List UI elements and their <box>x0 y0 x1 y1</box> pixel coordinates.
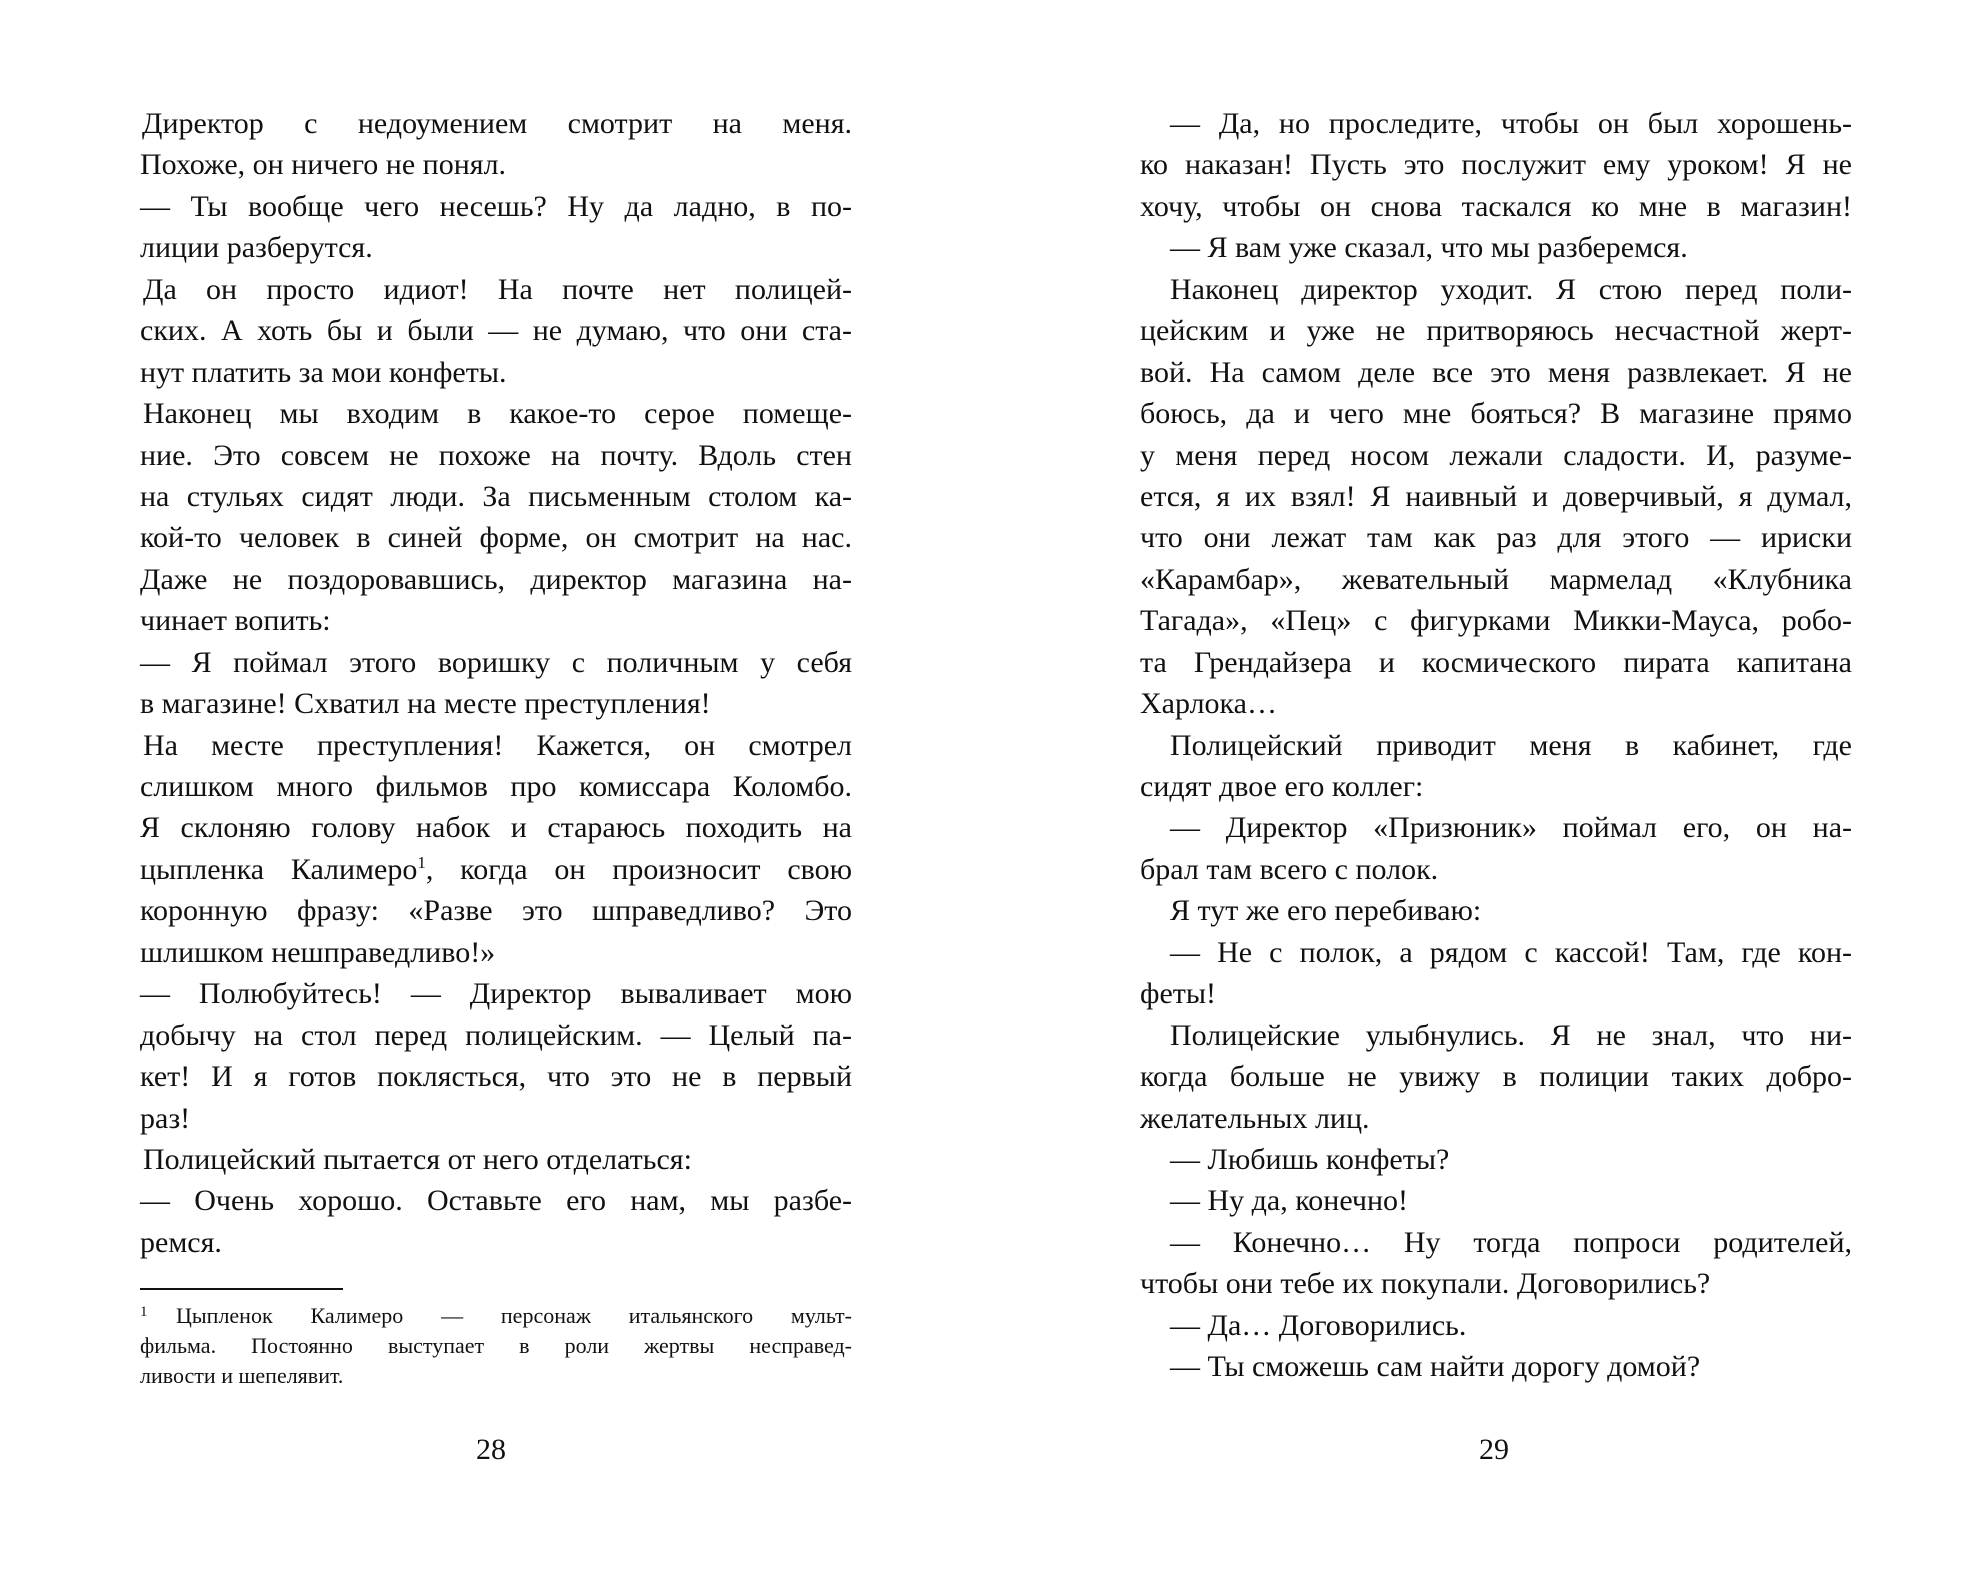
left-page <box>140 103 852 1263</box>
footnote-line: ливости и шепелявит. <box>140 1363 344 1388</box>
text-line: хочу, чтобы он снова таскался ко мне в магазин! <box>1140 189 1852 223</box>
page-number: 28 <box>476 1433 506 1466</box>
footnote <box>140 1301 852 1391</box>
text-line: цейским и уже не притворяюсь несчастной жерт- <box>1140 314 1852 348</box>
text-line: — Конечно… Ну тогда попроси родителей, <box>1170 1225 1852 1259</box>
text-line: Полицейский приводит меня в кабинет, где <box>1170 728 1852 762</box>
footnote-line <box>140 1301 852 1331</box>
footnote-divider <box>140 1288 343 1290</box>
text-line: Директор с недоумением смотрит на меня. <box>142 107 852 140</box>
page-number: 29 <box>1479 1433 1509 1466</box>
text-line: что они лежат там как раз для этого — ириски <box>1140 521 1852 555</box>
text-line: вой. На самом деле все это меня развлекает. Я не <box>1140 355 1852 389</box>
text-line: Наконец директор уходит. Я стою перед поли- <box>1170 272 1852 306</box>
text-line: сидят двое его коллег: <box>1140 770 1424 803</box>
footnote-text: Цыпленок Калимеро — персонаж итальянского мульт- <box>176 1303 852 1328</box>
text-line: ется, я их взял! Я наивный и доверчивый, я думал, <box>1140 479 1852 513</box>
text-line: — Да… Договорились. <box>1170 1308 1467 1342</box>
text-line: — Не с полок, а рядом с кассой! Там, где кон- <box>1170 935 1852 969</box>
text-line: — Полюбуйтесь! — Директор вываливает мою <box>140 977 852 1011</box>
text-segment: цыпленка Калимеро <box>140 852 418 886</box>
right-page <box>1140 103 1852 1388</box>
text-line: Полицейский пытается от него отделаться: <box>143 1142 692 1176</box>
text-line: — Ну да, конечно! <box>1170 1184 1409 1218</box>
text-line: у меня перед носом лежали сладости. И, разуме- <box>1140 438 1852 472</box>
text-line: в магазине! Схватил на месте преступления! <box>140 687 711 721</box>
text-line: нут платить за мои конфеты. <box>140 355 507 389</box>
footnote-reference: 1 <box>417 852 426 872</box>
text-line: слишком много фильмов про комиссара Коломбо. <box>140 770 852 803</box>
text-line: когда больше не увижу в полиции таких добро- <box>1140 1060 1852 1094</box>
text-line: На месте преступления! Кажется, он смотрел <box>143 728 852 762</box>
text-line: — Ты вообще чего несешь? Ну да ладно, в по- <box>140 189 852 223</box>
text-line: Тагада», «Пец» с фигурками Микки-Мауса, робо- <box>1140 604 1852 638</box>
text-line: добычу на стол перед полицейским. — Целый па- <box>140 1018 852 1052</box>
text-line: — Да, но проследите, чтобы он был хорошень- <box>1170 107 1852 140</box>
text-line: коронную фразу: «Разве это шправедливо? Это <box>140 894 852 928</box>
footnote-line: фильма. Постоянно выступает в роли жертвы несправед- <box>140 1333 852 1358</box>
text-line: Полицейские улыбнулись. Я не знал, что ни- <box>1170 1018 1852 1052</box>
text-line: чтобы они тебе их покупали. Договорились? <box>1140 1267 1711 1301</box>
text-line: лиции разберутся. <box>140 231 373 265</box>
text-line: Да он просто идиот! На почте нет полицей- <box>143 272 852 306</box>
text-line: — Я поймал этого воришку с поличным у себя <box>140 645 852 679</box>
text-line: — Ты сможешь сам найти дорогу домой? <box>1170 1350 1701 1384</box>
text-line: ремся. <box>140 1225 222 1259</box>
text-line: та Грендайзера и космического пирата капитана <box>1140 645 1852 679</box>
text-line: феты! <box>1140 977 1217 1011</box>
text-line: брал там всего с полок. <box>1140 852 1439 886</box>
text-line: боюсь, да и чего мне бояться? В магазине прямо <box>1140 397 1852 431</box>
text-line: Похоже, он ничего не понял. <box>140 148 507 182</box>
text-line: на стульях сидят люди. За письменным столом ка- <box>140 479 852 513</box>
text-line: ских. А хоть бы и были — не думаю, что они ста- <box>140 314 852 348</box>
text-line: шлишком нешправедливо!» <box>140 935 496 969</box>
text-line-with-footnote-ref <box>140 849 852 890</box>
text-line: Наконец мы входим в какое-то серое помеще- <box>143 397 852 431</box>
text-line: ние. Это совсем не похоже на почту. Вдоль стен <box>140 438 852 472</box>
text-line: «Карамбар», жевательный мармелад «Клубника <box>1140 562 1852 596</box>
text-line: — Директор «Призюник» поймал его, он на- <box>1170 811 1852 845</box>
text-line: желательных лиц. <box>1140 1101 1370 1135</box>
text-line: Даже не поздоровавшись, директор магазина на- <box>140 562 852 596</box>
text-line: — Любишь конфеты? <box>1170 1142 1450 1176</box>
text-line: — Очень хорошо. Оставьте его нам, мы разбе- <box>140 1184 852 1218</box>
text-line: Я тут же его перебиваю: <box>1170 894 1482 928</box>
text-line: Я склоняю голову набок и стараюсь походить на <box>140 811 852 845</box>
text-line: чинает вопить: <box>140 604 331 638</box>
text-line: кой-то человек в синей форме, он смотрит на нас. <box>140 521 852 555</box>
text-line: кет! И я готов поклясться, что это не в первый <box>140 1060 852 1094</box>
footnote-marker: 1 <box>140 1304 148 1320</box>
text-line: раз! <box>140 1101 191 1135</box>
text-line: Харлока… <box>1140 687 1277 721</box>
text-segment: , когда он произносит свою <box>425 852 853 886</box>
text-line: ко наказан! Пусть это послужит ему уроком! Я не <box>1140 148 1852 182</box>
text-line: — Я вам уже сказал, что мы разберемся. <box>1170 231 1688 265</box>
